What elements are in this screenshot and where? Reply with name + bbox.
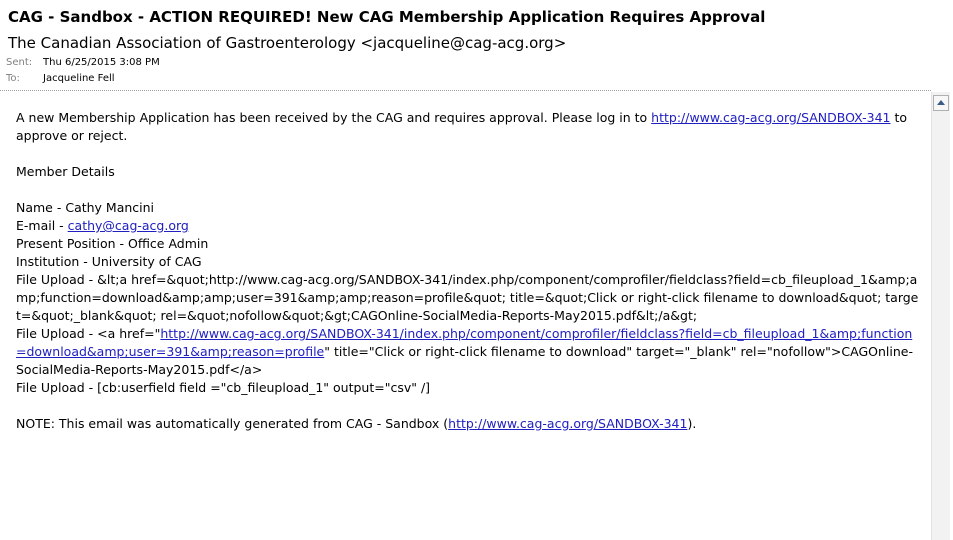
- email-subject: CAG - Sandbox - ACTION REQUIRED! New CAG Membership Application Requires Approval: [8, 8, 766, 26]
- arrow-up-icon[interactable]: [933, 95, 949, 111]
- to-row: [6, 73, 115, 84]
- member-details-heading: Member Details: [16, 164, 115, 179]
- sent-row: [6, 57, 160, 68]
- intro-text: A new Membership Application has been received by the CAG and requires approval. Please log in to: [16, 110, 652, 125]
- intro-text-end: to approve or reject.: [16, 110, 908, 143]
- note-paragraph: [16, 415, 921, 433]
- member-email-line: [16, 217, 921, 235]
- member-name: Name - Cathy Mancini: [16, 200, 155, 215]
- email-label: E-mail -: [16, 218, 68, 233]
- recipient-name[interactable]: Jacqueline Fell: [43, 73, 115, 84]
- note-text: NOTE: This email was automatically generated from CAG - Sandbox (: [16, 416, 449, 431]
- member-email-link[interactable]: cathy@cag-acg.org: [67, 218, 189, 233]
- to-label: To:: [6, 73, 20, 84]
- email-sender[interactable]: The Canadian Association of Gastroenterology <jacqueline@cag-acg.org>: [8, 34, 567, 52]
- note-sandbox-link[interactable]: http://www.cag-acg.org/SANDBOX-341: [448, 416, 688, 431]
- intro-paragraph: [16, 109, 921, 145]
- member-position: Present Position - Office Admin: [16, 236, 209, 251]
- upload-suffix: " title="Click or right-click filename to download" target="_blank" rel="nofollow">CAGOnline-SocialMedia-Reports-May2015.pdf</a>: [16, 344, 913, 377]
- upload-prefix: File Upload - <a href=": [16, 326, 161, 341]
- note-text-end: ).: [687, 416, 697, 431]
- file-download-link[interactable]: http://www.cag-acg.org/SANDBOX-341/index.php/component/comprofiler/fieldclass?field=cb_fileupload_1&amp;function=download&amp;user=391&amp;reason=profile: [16, 326, 913, 359]
- file-upload-html: [16, 325, 921, 379]
- message-content: [16, 109, 921, 433]
- header-divider: [0, 90, 931, 91]
- message-body: [0, 92, 931, 540]
- vertical-scrollbar[interactable]: [931, 92, 950, 540]
- file-upload-shortcode: File Upload - [cb:userfield field ="cb_fileupload_1" output="csv" /]: [16, 380, 431, 395]
- sent-label: Sent:: [6, 57, 33, 68]
- sent-date: Thu 6/25/2015 3:08 PM: [43, 57, 160, 68]
- message-header: [0, 0, 953, 92]
- sandbox-link[interactable]: http://www.cag-acg.org/SANDBOX-341: [651, 110, 891, 125]
- member-institution: Institution - University of CAG: [16, 254, 202, 269]
- file-upload-escaped: File Upload - &lt;a href=&quot;http://www.cag-acg.org/SANDBOX-341/index.php/component/comprofiler/fieldclass?field=cb_fileupload_1&amp;amp;function=download&amp;amp;user=391&amp;amp;reason=profile&quot; title=&quot;Click or right-click filename to download&quot; target=&quot;_blank&quot; rel=&quot;nofollow&quot;&gt;CAGOnline-SocialMedia-Reports-May2015.pdf&lt;/a&gt;: [16, 272, 919, 323]
